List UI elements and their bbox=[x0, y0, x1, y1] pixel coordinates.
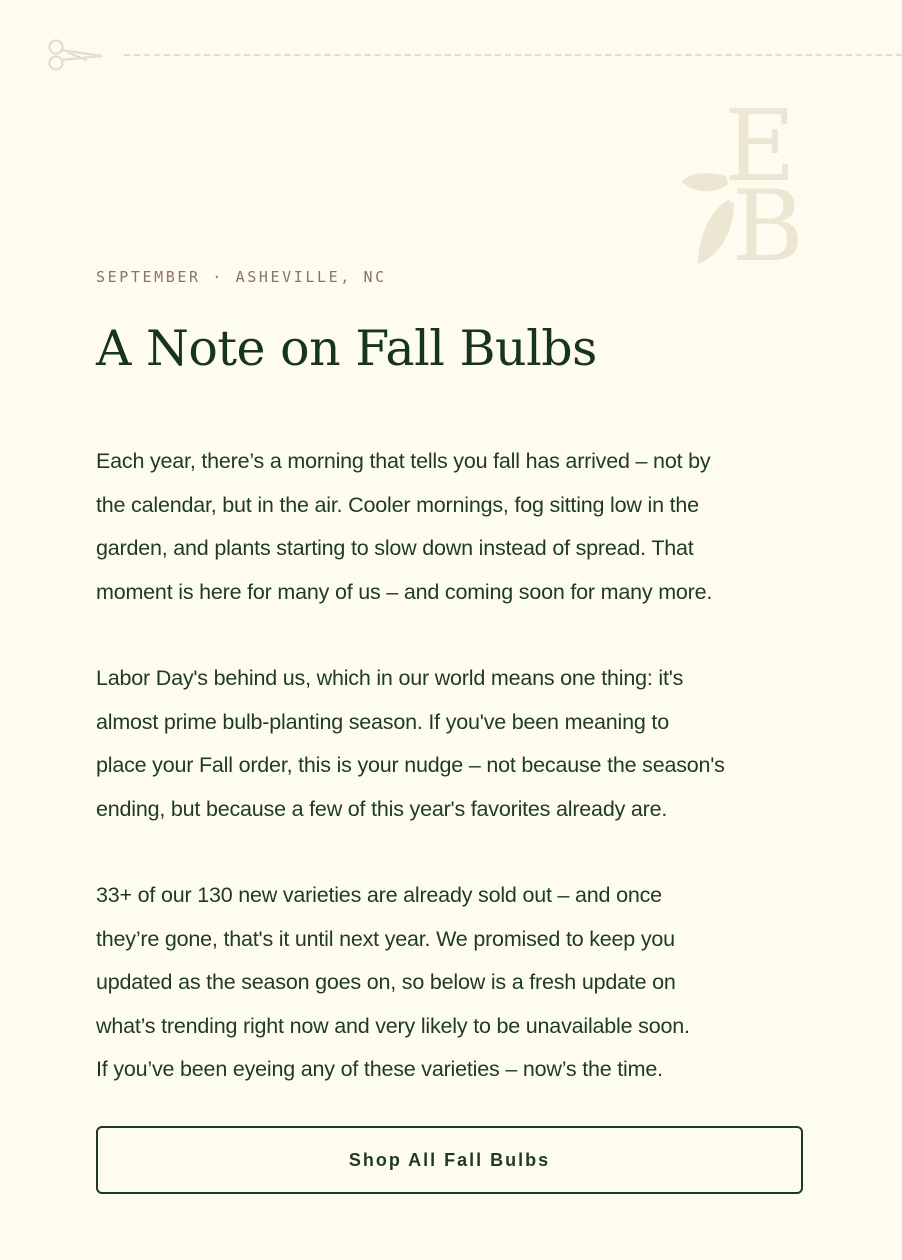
monogram-letter-e: E bbox=[724, 98, 796, 204]
paragraph-line: place your Fall order, this is your nudge – not because the season's bbox=[96, 753, 725, 777]
paragraph-line: almost prime bulb-planting season. If you've been meaning to bbox=[96, 709, 669, 734]
body-paragraph bbox=[96, 657, 836, 831]
paragraph-line: Labor Day's behind us, which in our world means one thing: it's bbox=[96, 666, 684, 690]
paragraph-line: If you’ve been eyeing any of these varieties – now’s the time. bbox=[96, 1057, 663, 1081]
paragraph-line: updated as the season goes on, so below is a fresh update on bbox=[96, 970, 676, 994]
paragraph-line: what’s trending right now and very likely to be unavailable soon. bbox=[96, 1013, 690, 1038]
paragraph-line: moment is here for many of us – and coming soon for many more. bbox=[96, 579, 713, 604]
scissors-icon bbox=[46, 38, 106, 72]
paragraph-line: Each year, there’s a morning that tells you fall has arrived – not by bbox=[96, 449, 711, 473]
cut-line-divider bbox=[124, 54, 902, 56]
eyebrow-dateline: SEPTEMBER · ASHEVILLE, NC bbox=[96, 268, 387, 286]
paragraph-line: 33+ of our 130 new varieties are already sold out – and once bbox=[96, 883, 662, 907]
body-paragraph bbox=[96, 440, 836, 614]
page-title: A Note on Fall Bulbs bbox=[96, 320, 597, 377]
body-paragraph bbox=[96, 874, 836, 1092]
paragraph-line: the calendar, but in the air. Cooler mornings, fog sitting low in the bbox=[96, 492, 699, 517]
paragraph-line: ending, but because a few of this year's favorites already are. bbox=[96, 796, 668, 821]
letter-body bbox=[96, 440, 836, 1135]
paragraph-line: garden, and plants starting to slow down instead of spread. That bbox=[96, 536, 694, 560]
paragraph-line: they’re gone, that's it until next year. We promised to keep you bbox=[96, 926, 675, 951]
monogram-letter-b: B bbox=[731, 170, 805, 270]
shop-all-fall-bulbs-button[interactable]: Shop All Fall Bulbs bbox=[96, 1126, 803, 1194]
eb-monogram-logo bbox=[680, 98, 812, 270]
